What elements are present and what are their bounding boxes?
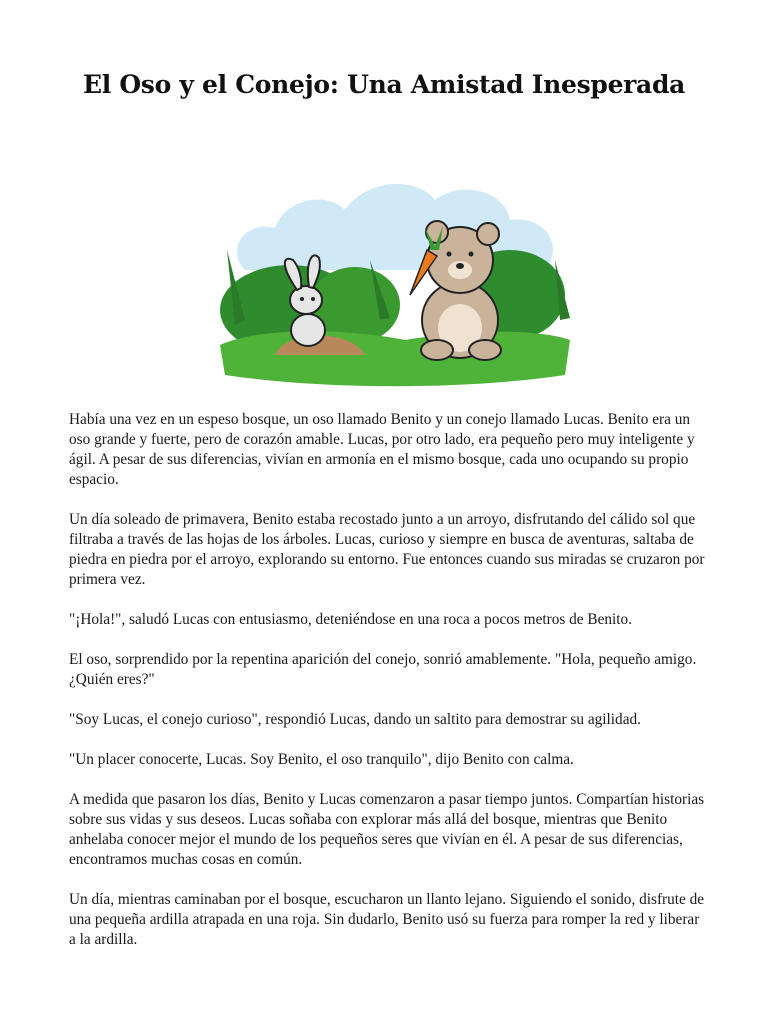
paragraph: Había una vez en un espeso bosque, un oso llamado Benito y un conejo llamado Lucas. Benito era un oso grande y fuerte, pero de corazón amable. Lucas, por otro lado, era pequeño pero muy inteligente y ágil. A pesar de sus diferencias, vivían en armonía en el mismo bosque, cada uno ocupando su propio espacio. [69,411,695,488]
paragraph: Un día, mientras caminaban por el bosque, escucharon un llanto lejano. Siguiendo el sonido, disfrute de una pequeña ardilla atrapada en una roja. Sin dudarlo, Benito usó su fuerza para romper la red y liberar a la ardilla. [69,891,705,948]
paragraph: El oso, sorprendido por la repentina aparición del conejo, sonrió amablemente. "Hola, pequeño amigo. ¿Quién eres?" [69,651,697,688]
grass-ground [220,331,570,386]
page-title: El Oso y el Conejo: Una Amistad Inesperada [82,70,686,99]
story-body [69,410,709,970]
bear-rabbit-illustration [205,150,575,395]
paragraph: "Un placer conocerte, Lucas. Soy Benito, el oso tranquilo", dijo Benito con calma. [69,751,574,768]
story-illustration [205,150,575,395]
paragraph: Un día soleado de primavera, Benito estaba recostado junto a un arroyo, disfrutando del cálido sol que filtraba a través de las hojas de los árboles. Lucas, curioso y siempre en busca de aventuras, saltaba de piedra en piedra por el arroyo, explorando su entorno. Fue entonces cuando sus miradas se cruzaron por primera vez. [69,511,705,588]
paragraph: "¡Hola!", saludó Lucas con entusiasmo, deteniéndose en una roca a pocos metros de Benito. [69,611,633,628]
paragraph: "Soy Lucas, el conejo curioso", respondió Lucas, dando un saltito para demostrar su agilidad. [69,711,641,728]
paragraph: A medida que pasaron los días, Benito y Lucas comenzaron a pasar tiempo juntos. Compartían historias sobre sus vidas y sus deseos. Lucas soñaba con explorar más allá del bosque, mientras que Benito anhelaba conocer mejor el mundo de los pequeños seres que vivían en él. A pesar de sus diferencias, encontramos muchas cosas en común. [69,791,705,868]
